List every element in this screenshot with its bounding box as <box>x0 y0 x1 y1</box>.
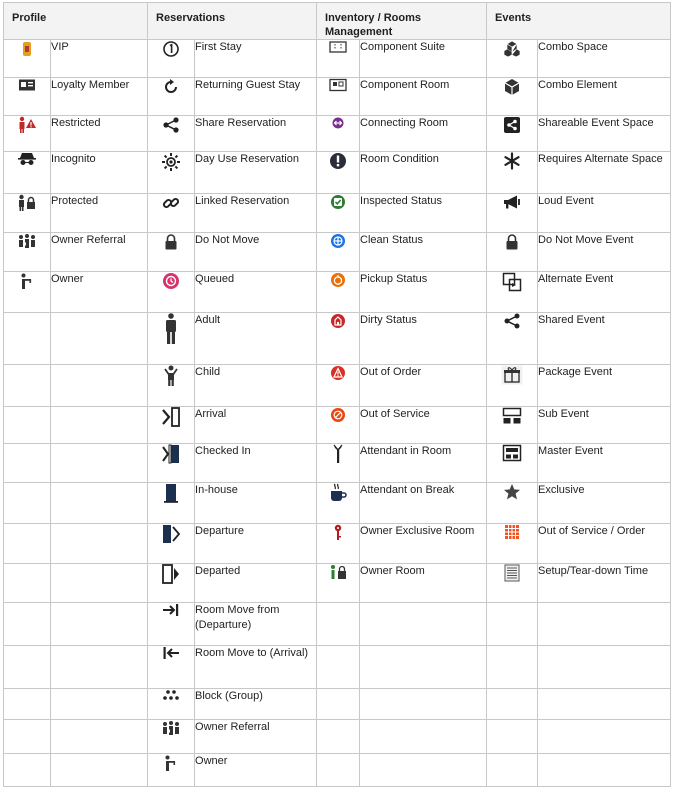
reservations-icon-cell <box>148 444 195 483</box>
reservations-label: Room Move to (Arrival) <box>195 646 317 689</box>
profile-label: VIP <box>51 40 148 78</box>
events-label: Out of Service / Order <box>538 524 671 564</box>
reservations-label: Owner <box>195 754 317 787</box>
reservations-icon-cell <box>148 646 195 689</box>
events-icon-cell <box>487 646 538 689</box>
column-header-inventory: Inventory / Rooms Management <box>317 3 487 40</box>
profile-icon-cell <box>4 365 51 407</box>
vip-icon <box>4 40 50 58</box>
table-row <box>4 444 671 483</box>
inspected-icon <box>317 194 359 210</box>
master-event-icon <box>487 444 537 462</box>
alternate-event-icon <box>487 272 537 292</box>
reservations-icon-cell <box>148 40 195 78</box>
key-icon <box>317 524 359 542</box>
reservations-label: In-house <box>195 483 317 524</box>
inventory-icon-cell <box>317 603 360 646</box>
reservations-icon-cell <box>148 689 195 720</box>
lock-icon <box>487 233 537 251</box>
inventory-label <box>360 689 487 720</box>
day-use-icon <box>148 152 194 172</box>
table-row <box>4 272 671 313</box>
inventory-icon-cell <box>317 754 360 787</box>
pickup-status-icon <box>317 272 359 288</box>
events-label: Alternate Event <box>538 272 671 313</box>
column-header-events: Events <box>487 3 671 40</box>
profile-icon-cell <box>4 646 51 689</box>
events-label: Package Event <box>538 365 671 407</box>
reservations-label: Child <box>195 365 317 407</box>
share-icon <box>148 116 194 134</box>
profile-label <box>51 365 148 407</box>
table-row <box>4 720 671 754</box>
child-icon <box>148 365 194 387</box>
table-row <box>4 689 671 720</box>
inventory-label: Component Suite <box>360 40 487 78</box>
inventory-icon-cell <box>317 152 360 194</box>
profile-icon-cell <box>4 78 51 116</box>
connecting-room-icon <box>317 116 359 130</box>
events-icon-cell <box>487 116 538 152</box>
owner-referral-icon <box>148 720 194 736</box>
profile-icon-cell <box>4 407 51 444</box>
column-header-reservations: Reservations <box>148 3 317 40</box>
profile-icon-cell <box>4 152 51 194</box>
move-from-icon <box>148 603 194 617</box>
events-icon-cell <box>487 233 538 272</box>
events-label: Master Event <box>538 444 671 483</box>
inventory-label: Connecting Room <box>360 116 487 152</box>
profile-label <box>51 524 148 564</box>
inventory-label: Owner Exclusive Room <box>360 524 487 564</box>
events-icon-cell <box>487 524 538 564</box>
reservations-label: Checked In <box>195 444 317 483</box>
restricted-icon <box>4 116 50 134</box>
reservations-icon-cell <box>148 78 195 116</box>
inventory-icon-cell <box>317 720 360 754</box>
events-label: Combo Space <box>538 40 671 78</box>
reservations-label: Owner Referral <box>195 720 317 754</box>
checked-in-icon <box>148 444 194 464</box>
profile-label <box>51 444 148 483</box>
inventory-label <box>360 646 487 689</box>
profile-icon-cell <box>4 272 51 313</box>
events-icon-cell <box>487 40 538 78</box>
dirty-status-icon <box>317 313 359 329</box>
inventory-label: Inspected Status <box>360 194 487 233</box>
adult-icon <box>148 313 194 345</box>
inventory-label <box>360 754 487 787</box>
reservations-label: Arrival <box>195 407 317 444</box>
profile-icon-cell <box>4 524 51 564</box>
inventory-label: Dirty Status <box>360 313 487 365</box>
owner-icon <box>4 272 50 290</box>
inventory-label: Room Condition <box>360 152 487 194</box>
profile-icon-cell <box>4 233 51 272</box>
profile-label: Loyalty Member <box>51 78 148 116</box>
events-label: Shared Event <box>538 313 671 365</box>
inventory-icon-cell <box>317 233 360 272</box>
reservations-label: Queued <box>195 272 317 313</box>
events-icon-cell <box>487 444 538 483</box>
events-label: Requires Alternate Space <box>538 152 671 194</box>
column-header-profile: Profile <box>4 3 148 40</box>
inventory-label <box>360 603 487 646</box>
events-icon-cell <box>487 754 538 787</box>
events-label: Do Not Move Event <box>538 233 671 272</box>
queued-icon <box>148 272 194 290</box>
profile-icon-cell <box>4 194 51 233</box>
inventory-label: Out of Service <box>360 407 487 444</box>
profile-label <box>51 564 148 603</box>
inventory-icon-cell <box>317 689 360 720</box>
reservations-label: First Stay <box>195 40 317 78</box>
loyalty-card-icon <box>4 78 50 92</box>
inventory-icon-cell <box>317 564 360 603</box>
inventory-label: Component Room <box>360 78 487 116</box>
reservations-icon-cell <box>148 365 195 407</box>
reservations-icon-cell <box>148 603 195 646</box>
inventory-label <box>360 720 487 754</box>
sub-event-icon <box>487 407 537 425</box>
profile-icon-cell <box>4 116 51 152</box>
owner-room-icon <box>317 564 359 580</box>
owner-icon <box>148 754 194 772</box>
in-house-icon <box>148 483 194 503</box>
table-row <box>4 754 671 787</box>
reservations-label: Block (Group) <box>195 689 317 720</box>
out-of-order-icon <box>317 365 359 381</box>
profile-label <box>51 603 148 646</box>
protected-icon <box>4 194 50 212</box>
events-label: Sub Event <box>538 407 671 444</box>
profile-label: Owner Referral <box>51 233 148 272</box>
clean-status-icon <box>317 233 359 249</box>
reservations-icon-cell <box>148 313 195 365</box>
events-icon-cell <box>487 564 538 603</box>
events-icon-cell <box>487 194 538 233</box>
combo-element-icon <box>487 78 537 96</box>
star-icon <box>487 483 537 501</box>
reservations-icon-cell <box>148 194 195 233</box>
inventory-icon-cell <box>317 646 360 689</box>
table-row <box>4 194 671 233</box>
table-row <box>4 152 671 194</box>
events-label: Loud Event <box>538 194 671 233</box>
inventory-icon-cell <box>317 272 360 313</box>
calendar-grid-icon <box>487 524 537 540</box>
profile-label: Incognito <box>51 152 148 194</box>
profile-icon-cell <box>4 483 51 524</box>
reservations-icon-cell <box>148 754 195 787</box>
inventory-icon-cell <box>317 78 360 116</box>
table-row <box>4 483 671 524</box>
profile-label: Restricted <box>51 116 148 152</box>
reservations-label: Departure <box>195 524 317 564</box>
profile-icon-cell <box>4 313 51 365</box>
reservations-icon-cell <box>148 720 195 754</box>
reservations-label: Room Move from (Departure) <box>195 603 317 646</box>
events-label <box>538 720 671 754</box>
reservations-icon-cell <box>148 564 195 603</box>
profile-label <box>51 754 148 787</box>
reservations-icon-cell <box>148 233 195 272</box>
attendant-icon <box>317 444 359 464</box>
events-icon-cell <box>487 272 538 313</box>
inventory-label: Out of Order <box>360 365 487 407</box>
profile-icon-cell <box>4 720 51 754</box>
table-row <box>4 524 671 564</box>
reservations-label: Do Not Move <box>195 233 317 272</box>
events-icon-cell <box>487 689 538 720</box>
profile-label <box>51 483 148 524</box>
events-icon-cell <box>487 365 538 407</box>
out-of-service-icon <box>317 407 359 423</box>
events-label <box>538 754 671 787</box>
component-suite-icon <box>317 40 359 54</box>
inventory-label: Attendant in Room <box>360 444 487 483</box>
combo-space-icon <box>487 40 537 58</box>
profile-label <box>51 689 148 720</box>
inventory-label: Owner Room <box>360 564 487 603</box>
profile-label <box>51 646 148 689</box>
shared-event-icon <box>487 313 537 329</box>
reservations-icon-cell <box>148 152 195 194</box>
events-label: Shareable Event Space <box>538 116 671 152</box>
table-row <box>4 233 671 272</box>
events-label <box>538 689 671 720</box>
table-row <box>4 646 671 689</box>
inventory-label: Clean Status <box>360 233 487 272</box>
coffee-break-icon <box>317 483 359 503</box>
departed-icon <box>148 564 194 584</box>
incognito-icon <box>4 152 50 166</box>
table-row <box>4 564 671 603</box>
profile-icon-cell <box>4 40 51 78</box>
header-row <box>4 3 671 40</box>
events-icon-cell <box>487 78 538 116</box>
reservations-label: Adult <box>195 313 317 365</box>
profile-label <box>51 407 148 444</box>
reservations-label: Returning Guest Stay <box>195 78 317 116</box>
asterisk-icon <box>487 152 537 170</box>
reservations-icon-cell <box>148 272 195 313</box>
events-label <box>538 646 671 689</box>
table-row <box>4 40 671 78</box>
lock-icon <box>148 233 194 251</box>
profile-label <box>51 313 148 365</box>
profile-icon-cell <box>4 603 51 646</box>
link-icon <box>148 194 194 212</box>
profile-label: Protected <box>51 194 148 233</box>
events-icon-cell <box>487 483 538 524</box>
inventory-icon-cell <box>317 483 360 524</box>
table-row <box>4 313 671 365</box>
reservations-icon-cell <box>148 483 195 524</box>
first-stay-icon <box>148 40 194 58</box>
setup-time-icon <box>487 564 537 582</box>
events-label: Exclusive <box>538 483 671 524</box>
inventory-icon-cell <box>317 444 360 483</box>
reservations-icon-cell <box>148 407 195 444</box>
reservations-icon-cell <box>148 524 195 564</box>
reservations-label: Departed <box>195 564 317 603</box>
component-room-icon <box>317 78 359 92</box>
move-to-icon <box>148 646 194 660</box>
events-icon-cell <box>487 603 538 646</box>
table-row <box>4 603 671 646</box>
reservations-label: Day Use Reservation <box>195 152 317 194</box>
events-icon-cell <box>487 720 538 754</box>
events-label: Setup/Tear-down Time <box>538 564 671 603</box>
events-icon-cell <box>487 152 538 194</box>
inventory-icon-cell <box>317 407 360 444</box>
departure-icon <box>148 524 194 544</box>
profile-icon-cell <box>4 444 51 483</box>
inventory-label: Pickup Status <box>360 272 487 313</box>
profile-icon-cell <box>4 689 51 720</box>
profile-label: Owner <box>51 272 148 313</box>
inventory-icon-cell <box>317 524 360 564</box>
table-row <box>4 116 671 152</box>
events-icon-cell <box>487 407 538 444</box>
table-row <box>4 407 671 444</box>
block-group-icon <box>148 689 194 701</box>
arrival-icon <box>148 407 194 427</box>
table-row <box>4 365 671 407</box>
reservations-icon-cell <box>148 116 195 152</box>
reservations-label: Share Reservation <box>195 116 317 152</box>
events-icon-cell <box>487 313 538 365</box>
inventory-icon-cell <box>317 365 360 407</box>
inventory-icon-cell <box>317 313 360 365</box>
room-condition-icon <box>317 152 359 170</box>
shareable-space-icon <box>487 116 537 134</box>
events-label: Combo Element <box>538 78 671 116</box>
profile-label <box>51 720 148 754</box>
loud-event-icon <box>487 194 537 210</box>
profile-icon-cell <box>4 564 51 603</box>
package-icon <box>487 365 537 385</box>
profile-icon-cell <box>4 754 51 787</box>
events-label <box>538 603 671 646</box>
owner-referral-icon <box>4 233 50 249</box>
icon-legend-table <box>3 2 671 787</box>
inventory-icon-cell <box>317 194 360 233</box>
inventory-label: Attendant on Break <box>360 483 487 524</box>
inventory-icon-cell <box>317 116 360 152</box>
table-row <box>4 78 671 116</box>
reservations-label: Linked Reservation <box>195 194 317 233</box>
inventory-icon-cell <box>317 40 360 78</box>
returning-guest-icon <box>148 78 194 96</box>
